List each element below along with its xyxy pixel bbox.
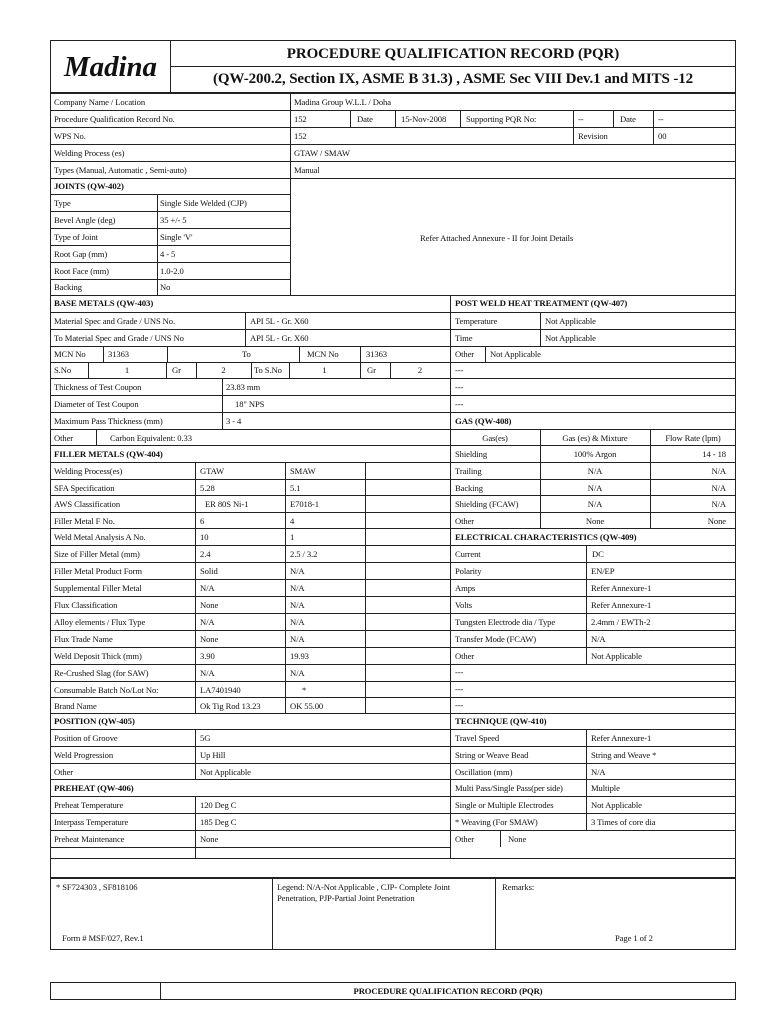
page2-title: PROCEDURE QUALIFICATION RECORD (PQR)	[353, 986, 543, 996]
row-line	[50, 412, 736, 413]
col-line	[195, 729, 196, 779]
row-line	[50, 295, 736, 296]
backing-label: Backing	[54, 282, 82, 292]
row-line	[50, 746, 736, 747]
filler-row-label: Weld Metal Analysis A No.	[54, 532, 146, 542]
row-line	[50, 613, 736, 614]
gas-row-label: Shielding	[455, 449, 488, 459]
welding-process-value: GTAW / SMAW	[294, 148, 350, 158]
filler-smaw-value: 19.93	[290, 651, 309, 661]
preheat-row-label: Preheat Temperature	[54, 800, 124, 810]
col-line	[653, 110, 654, 144]
row-line	[50, 378, 736, 379]
filler-smaw-value: 2.5 / 3.2	[290, 549, 318, 559]
pqr-no-label: Procedure Qualification Record No.	[54, 114, 175, 124]
filler-row-label: SFA Specification	[54, 483, 115, 493]
material-spec-value: API 5L - Gr. X60	[250, 316, 309, 326]
row-line	[50, 729, 736, 730]
col-line	[285, 462, 286, 713]
col-line	[166, 362, 167, 378]
electrical-row-label: Transfer Mode (FCAW)	[455, 634, 537, 644]
filler-smaw-value: N/A	[290, 634, 305, 644]
gas-col-mixture: Gas (es) & Mixture	[562, 433, 628, 443]
col-line	[360, 362, 361, 378]
gas-flow-value: N/A	[711, 499, 726, 509]
preheat-heading: PREHEAT (QW-406)	[54, 783, 134, 793]
row-line	[50, 312, 736, 313]
technique-row-label: Travel Speed	[455, 733, 500, 743]
filler-gtaw-value: 10	[200, 532, 209, 542]
filler-smaw-value: 5.1	[290, 483, 301, 493]
col-line	[450, 295, 451, 858]
base-metals-heading: BASE METALS (QW-403)	[54, 298, 154, 308]
joints-heading: JOINTS (QW-402)	[54, 181, 124, 191]
col-line	[167, 346, 168, 362]
pwht-other-value: Not Applicable	[490, 349, 541, 359]
mcn2-value: 31363	[366, 349, 387, 359]
date-value: 15-Nov-2008	[401, 114, 447, 124]
row-line	[50, 178, 736, 179]
preheat-row-label: Interpass Temperature	[54, 817, 129, 827]
technique-row-value: N/A	[591, 767, 606, 777]
filler-gtaw-value: None	[200, 634, 219, 644]
technique-row-label: * Weaving (For SMAW)	[455, 817, 538, 827]
filler-gtaw-value: N/A	[200, 617, 215, 627]
row-line	[50, 127, 736, 128]
row-line	[50, 830, 736, 831]
filler-row-label: Size of Filler Metal (mm)	[54, 549, 140, 559]
filler-row-label: Alloy elements / Flux Type	[54, 617, 146, 627]
legend-line-2: Penetration, PJP-Partial Joint Penetration	[277, 893, 415, 903]
row-line	[50, 346, 736, 347]
pwht-temp-value: Not Applicable	[545, 316, 596, 326]
row-line	[50, 528, 736, 529]
base-other-label: Other	[54, 433, 74, 443]
filler-row-label: Consumable Batch No/Lot No:	[54, 685, 159, 695]
filler-smaw-value: N/A	[290, 668, 305, 678]
position-heading: POSITION (QW-405)	[54, 716, 135, 726]
gas-flow-value: N/A	[711, 466, 726, 476]
row-line	[50, 194, 290, 195]
diameter-label: Diameter of Test Coupon	[54, 399, 139, 409]
welding-process-label: Welding Process (es)	[54, 148, 125, 158]
row-line	[50, 144, 736, 145]
mcn2-label: MCN No	[307, 349, 339, 359]
filler-smaw-value: E7018-1	[290, 499, 319, 509]
gas-row-label: Trailing	[455, 466, 482, 476]
gas-col-gases: Gas(es)	[482, 433, 508, 443]
filler-gtaw-value: 5.28	[200, 483, 215, 493]
pwht-heading: POST WELD HEAT TREATMENT (QW-407)	[455, 298, 628, 308]
col-line	[460, 110, 461, 127]
row-line	[50, 445, 736, 446]
mcn-label: MCN No	[54, 349, 86, 359]
electrical-row-label: Current	[455, 549, 481, 559]
electrical-blank-row: ---	[455, 684, 464, 694]
form-number: Form # MSF/027, Rev.1	[62, 933, 144, 943]
electrical-row-label: Volts	[455, 600, 473, 610]
supporting-pqr-value: --	[578, 114, 584, 124]
filler-row-label: Welding Process(es)	[54, 466, 123, 476]
filler-gtaw-value: 3.90	[200, 651, 215, 661]
filler-smaw-value: N/A	[290, 583, 305, 593]
technique-row-value: 3 Times of core dia	[591, 817, 656, 827]
filler-smaw-value: N/A	[290, 617, 305, 627]
filler-row-label: Filler Metal Product Form	[54, 566, 142, 576]
electrical-row-value: N/A	[591, 634, 606, 644]
row-line	[50, 847, 450, 848]
to-material-spec-value: API 5L - Gr. X60	[250, 333, 309, 343]
remarks-label: Remarks:	[502, 882, 535, 892]
document-title: PROCEDURE QUALIFICATION RECORD (PQR)	[286, 46, 620, 62]
col-line	[103, 346, 104, 362]
preheat-row-value: 120 Deg C	[200, 800, 237, 810]
gas-mixture-value: N/A	[587, 466, 603, 476]
types-label: Types (Manual, Automatic , Semi-auto)	[54, 165, 187, 175]
filler-smaw-value: SMAW	[290, 466, 316, 476]
gas-mixture-value: N/A	[587, 483, 603, 493]
electrical-blank-row: ---	[455, 700, 464, 710]
date2-label: Date	[620, 114, 636, 124]
technique-row-value: Refer Annexure-1	[591, 733, 652, 743]
max-pass-value: 3 - 4	[226, 416, 242, 426]
electrical-row-value: Not Applicable	[591, 651, 642, 661]
col-line	[485, 346, 486, 362]
gas-heading: GAS (QW-408)	[455, 416, 512, 426]
joint-type-label: Type	[54, 198, 71, 208]
root-gap-value: 4 - 5	[160, 249, 176, 259]
company-logo: Madina	[64, 51, 157, 83]
position-row-value: Up Hill	[200, 750, 226, 760]
col-line	[360, 346, 361, 362]
col-line	[290, 178, 291, 295]
row-line	[50, 211, 290, 212]
gr2-label: Gr	[367, 365, 376, 375]
date-label: Date	[357, 114, 373, 124]
row-line	[50, 697, 736, 698]
joint-details-note: Refer Attached Annexure - II for Joint Details	[420, 233, 574, 243]
col-line	[586, 545, 587, 664]
pwht-temp-label: Temperature	[455, 316, 498, 326]
filler-gtaw-value: N/A	[200, 668, 215, 678]
technique-row-label: String or Weave Bead	[455, 750, 529, 760]
pwht-time-value: Not Applicable	[545, 333, 596, 343]
row-line	[50, 429, 736, 430]
filler-smaw-value: N/A	[290, 566, 305, 576]
date2-value: --	[658, 114, 664, 124]
gas-row-label: Other	[455, 516, 475, 526]
sno-label: S.No	[54, 365, 72, 375]
pwht-blank-row: ---	[455, 399, 464, 409]
filler-row-label: Filler Metal F No.	[54, 516, 115, 526]
col-line	[573, 127, 574, 144]
technique-row-value: Multiple	[591, 783, 620, 793]
filler-smaw-value: 4	[290, 516, 295, 526]
to-material-spec-label: To Material Spec and Grade / UNS No	[54, 333, 184, 343]
revision-value: 00	[658, 131, 667, 141]
thickness-value: 23.83 mm	[226, 382, 261, 392]
row-line	[50, 763, 736, 764]
col-line	[365, 462, 366, 713]
serial-numbers-note: * SF724303 , SF818106	[56, 882, 138, 892]
sno-value: 1	[124, 365, 130, 375]
pwht-time-label: Time	[455, 333, 473, 343]
row-line	[50, 796, 736, 797]
filler-gtaw-value: None	[200, 600, 219, 610]
gas-mixture-value: 100% Argon	[573, 449, 617, 459]
electrical-row-value: Refer Annexure-1	[591, 583, 652, 593]
max-pass-label: Maximum Pass Thickness (mm)	[54, 416, 163, 426]
to-label: To	[242, 349, 251, 359]
col-line	[540, 312, 541, 346]
company-label: Company Name / Location	[54, 97, 146, 107]
pwht-other-label: Other	[455, 349, 475, 359]
pwht-blank-row: ---	[455, 365, 464, 375]
row-line	[50, 545, 736, 546]
bevel-angle-label: Bevel Angle (deg)	[54, 215, 116, 225]
col-line	[222, 378, 223, 429]
electrical-row-value: DC	[592, 549, 604, 559]
mcn-value: 31363	[108, 349, 129, 359]
gr2-value: 2	[417, 365, 423, 375]
electrical-row-label: Tungsten Electrode dia / Type	[455, 617, 556, 627]
row-line	[50, 596, 736, 597]
col-line	[613, 110, 614, 127]
gr-label: Gr	[172, 365, 181, 375]
row-line	[450, 858, 736, 859]
electrical-row-label: Amps	[455, 583, 476, 593]
filler-row-label: Flux Classification	[54, 600, 118, 610]
row-line	[50, 245, 290, 246]
filler-row-label: Re-Crushed Slag (for SAW)	[54, 668, 149, 678]
technique-row-label: Oscillation (mm)	[455, 767, 513, 777]
row-line	[50, 664, 736, 665]
filler-smaw-value: N/A	[290, 600, 305, 610]
gr-value: 2	[221, 365, 226, 375]
row-line	[50, 813, 736, 814]
backing-value: No	[160, 282, 171, 292]
position-row-value: Not Applicable	[200, 767, 251, 777]
electrical-blank-row: ---	[455, 667, 464, 677]
row-line	[50, 681, 736, 682]
gas-flow-value: 14 - 18	[702, 449, 726, 459]
row-line	[50, 630, 736, 631]
legend-line-1: Legend: N/A-Not Applicable , CJP- Complete Joint	[277, 882, 451, 892]
technique-row-value: String and Weave *	[591, 750, 657, 760]
types-value: Manual	[294, 165, 320, 175]
root-face-value: 1.0-2.0	[160, 266, 184, 276]
row-line	[50, 395, 736, 396]
gas-mixture-value: None	[585, 516, 605, 526]
preheat-row-label: Preheat Maintenance	[54, 834, 125, 844]
bevel-angle-value: 35 +/- 5	[160, 215, 187, 225]
row-line	[50, 362, 736, 363]
col-line	[157, 194, 158, 295]
filler-gtaw-value: ER 80S Ni-1	[205, 499, 249, 509]
row-line	[50, 512, 736, 513]
filler-gtaw-value: Solid	[200, 566, 218, 576]
preheat-row-value: 185 Deg C	[200, 817, 237, 827]
to-sno-value: 1	[322, 365, 327, 375]
row-line	[50, 779, 736, 780]
gas-row-label: Shielding (FCAW)	[455, 499, 519, 509]
row-line	[50, 161, 736, 162]
col-line	[500, 830, 501, 847]
position-row-value: 5G	[200, 733, 211, 743]
technique-row-label: Multi Pass/Single Pass(per side)	[455, 783, 563, 793]
electrical-row-label: Polarity	[455, 566, 482, 576]
col-line	[350, 110, 351, 127]
technique-other-label: Other	[455, 834, 475, 844]
row-line	[50, 858, 450, 859]
type-of-joint-label: Type of Joint	[54, 232, 98, 242]
type-of-joint-value: Single 'V'	[160, 232, 193, 242]
electrical-row-value: Refer Annexure-1	[591, 600, 652, 610]
row-line	[50, 562, 736, 563]
technique-other-value: None	[508, 834, 527, 844]
filler-row-label: Flux Trade Name	[54, 634, 113, 644]
filler-smaw-value: OK 55.00	[290, 701, 324, 711]
filler-metals-heading: FILLER METALS (QW-404)	[54, 449, 163, 459]
row-line	[50, 462, 736, 463]
position-row-label: Other	[54, 767, 74, 777]
filler-row-label: Brand Name	[54, 701, 97, 711]
row-line	[50, 262, 290, 263]
col-line	[395, 110, 396, 127]
preheat-row-value: None	[200, 834, 219, 844]
filler-row-label: Supplemental Filler Metal	[54, 583, 142, 593]
filler-row-label: AWS Classification	[54, 499, 121, 509]
col-line	[299, 346, 300, 362]
col-line	[195, 462, 196, 713]
row-line	[50, 329, 736, 330]
company-value: Madina Group W.L.L / Doha	[294, 97, 391, 107]
col-line	[586, 729, 587, 830]
col-line	[245, 312, 246, 346]
electrical-heading: ELECTRICAL CHARACTERISTICS (QW-409)	[455, 532, 637, 542]
gas-row-label: Backing	[455, 483, 483, 493]
root-gap-label: Root Gap (mm)	[54, 249, 108, 259]
filler-gtaw-value: N/A	[200, 583, 215, 593]
root-face-label: Root Face (mm)	[54, 266, 109, 276]
row-line	[50, 279, 290, 280]
col-line	[251, 362, 252, 378]
supporting-pqr-label: Supporting PQR No:	[466, 114, 537, 124]
wps-label: WPS No.	[54, 131, 86, 141]
electrical-row-value: EN/EP	[591, 566, 615, 576]
filler-gtaw-value: GTAW	[200, 466, 224, 476]
gas-mixture-value: N/A	[587, 499, 603, 509]
filler-row-label: Weld Deposit Thick (mm)	[54, 651, 142, 661]
position-row-label: Position of Groove	[54, 733, 118, 743]
material-spec-label: Material Spec and Grade / UNS No.	[54, 316, 176, 326]
pwht-blank-row: ---	[455, 382, 464, 392]
technique-row-value: Not Applicable	[591, 800, 642, 810]
filler-smaw-value: 1	[290, 532, 295, 542]
col-line	[573, 110, 574, 127]
filler-gtaw-value: 6	[200, 516, 205, 526]
row-line	[50, 228, 290, 229]
technique-row-label: Single or Multiple Electrodes	[455, 800, 554, 810]
gas-flow-value: None	[707, 516, 726, 526]
technique-heading: TECHNIQUE (QW-410)	[455, 716, 547, 726]
gas-col-flow: Flow Rate (lpm)	[665, 433, 721, 443]
filler-smaw-value: *	[302, 685, 307, 695]
row-line	[50, 495, 736, 496]
row-line	[50, 579, 736, 580]
row-line	[50, 479, 736, 480]
pqr-no-value: 152	[294, 114, 307, 124]
gas-flow-value: N/A	[711, 483, 726, 493]
thickness-label: Thickness of Test Coupon	[54, 382, 142, 392]
carbon-equivalent: Carbon Equivalent: 0.33	[110, 433, 192, 443]
row-line	[50, 713, 736, 714]
row-line	[50, 110, 736, 111]
header-mid-line	[170, 66, 736, 67]
col-line	[96, 429, 97, 445]
electrical-row-value: 2.4mm / EWTh-2	[591, 617, 651, 627]
filler-gtaw-value: Ok Tig Rod 13.23	[200, 701, 261, 711]
document-subtitle: (QW-200.2, Section IX, ASME B 31.3) , ASME Sec VIII Dev.1 and MITS -12	[212, 71, 694, 87]
electrical-row-label: Other	[455, 651, 475, 661]
diameter-value: 18" NPS	[235, 399, 265, 409]
wps-value: 152	[294, 131, 307, 141]
joint-type-value: Single Side Welded (CJP)	[160, 198, 247, 208]
to-sno-label: To S.No	[254, 365, 282, 375]
col-line	[290, 93, 291, 178]
row-line	[50, 647, 736, 648]
revision-label: Revision	[578, 131, 608, 141]
col-line	[195, 796, 196, 858]
page-number: Page 1 of 2	[615, 933, 653, 943]
position-row-label: Weld Progression	[54, 750, 114, 760]
filler-gtaw-value: 2.4	[200, 549, 211, 559]
filler-gtaw-value: LA7401940	[200, 685, 241, 695]
